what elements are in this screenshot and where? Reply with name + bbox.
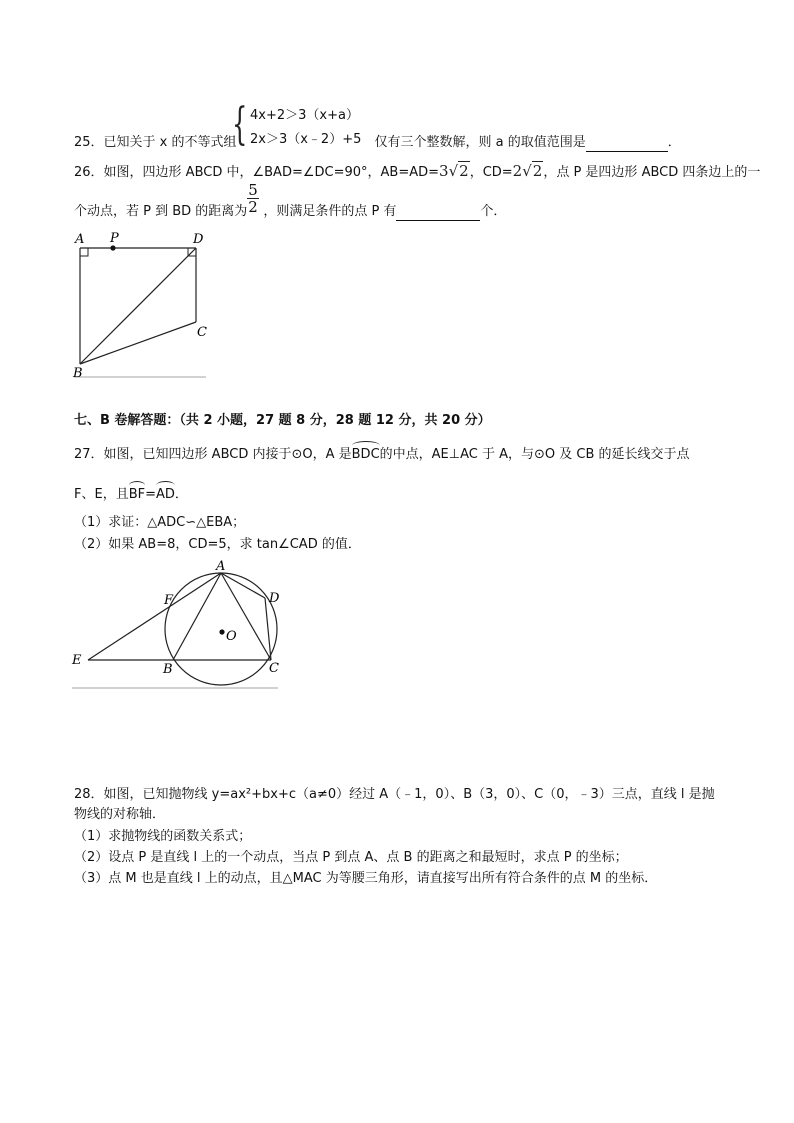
frac-denominator: 2 — [248, 198, 258, 216]
question-27-line1 — [74, 446, 690, 464]
question-27-line2 — [74, 486, 188, 504]
right-angle-a — [80, 248, 88, 256]
label-p: P — [110, 231, 119, 246]
q26-line2c: 个． — [480, 204, 507, 219]
label-b2: B — [163, 662, 173, 677]
q26-line2a: 个动点，若 P 到 BD 的距离为 — [74, 204, 248, 219]
side-bc — [80, 322, 196, 364]
q27-line2a: F、E，且 — [74, 487, 129, 502]
inequality-2: 2x＞3（x﹣2）+5 — [250, 132, 362, 147]
chord-ab — [173, 573, 221, 660]
q28-sub3: （3）点 M 也是直线 l 上的动点，且△MAC 为等腰三角形，请直接写出所有符合条件的点 M 的坐标． — [74, 871, 658, 886]
arc-equals: = — [145, 487, 157, 502]
line-ea — [88, 573, 221, 660]
q26-part2: ，CD= — [469, 165, 513, 180]
arc-bf: BF — [128, 487, 146, 502]
frac-numerator: 5 — [248, 181, 258, 199]
label-a2: A — [216, 560, 226, 574]
figure-circle-abcd — [66, 560, 286, 692]
question-26-line2 — [74, 203, 506, 221]
label-b: B — [73, 366, 83, 380]
q26-part1: 26．如图，四边形 ABCD 中，∠BAD=∠DC=90°，AB=AD= — [74, 165, 440, 180]
sqrt-cd: 2√2 — [512, 162, 543, 180]
question-25 — [74, 134, 681, 152]
label-o2: O — [226, 629, 237, 644]
cd-coef: 2 — [512, 162, 523, 180]
q28-sub1: （1）求抛物线的函数关系式； — [74, 829, 252, 844]
arc-bdc: BDC — [351, 447, 380, 462]
label-c2: C — [269, 661, 279, 676]
chord-ac — [221, 573, 271, 660]
diagonal-bd — [80, 248, 196, 364]
circle-o — [165, 573, 277, 685]
label-d2: D — [269, 591, 280, 606]
label-c: C — [197, 325, 207, 340]
cd-rad: 2 — [532, 162, 543, 180]
q28-line2: 物线的对称轴． — [74, 807, 166, 822]
answer-blank-25[interactable] — [586, 137, 668, 152]
q27-line2b: ． — [174, 487, 188, 502]
ab-rad: 2 — [459, 162, 469, 180]
q26-line2b: ，则满足条件的点 P 有 — [263, 204, 397, 219]
point-p — [110, 245, 115, 250]
label-e2: E — [72, 653, 82, 668]
q28-line1: 28．如图，已知抛物线 y=ax²+bx+c（a≠0）经过 A（﹣1，0）、B（3，0）、C（0，﹣3）三点，直线 l 是抛 — [74, 787, 715, 802]
arc-ad: AD — [156, 487, 175, 502]
left-brace: { — [232, 99, 248, 150]
section-7-title: 七、B 卷解答题：（共 2 小题，27 题 8 分，28 题 12 分，共 20 分） — [74, 413, 491, 428]
q27-part1: 27．如图，已知四边形 ABCD 内接于⊙O，A 是 — [74, 447, 352, 462]
q25-end: ． — [667, 135, 681, 150]
center-o — [219, 629, 224, 634]
q27-part2: 的中点，AE⊥AC 于 A，与⊙O 及 CB 的延长线交于点 — [379, 447, 690, 462]
q28-sub2: （2）设点 P 是直线 l 上的一个动点，当点 P 到点 A、点 B 的距离之和最短时，求点 P 的坐标； — [74, 850, 628, 865]
inequality-1: 4x+2＞3（x+a） — [250, 108, 359, 123]
answer-blank-26[interactable] — [396, 206, 480, 221]
q26-part3: ，点 P 是四边形 ABCD 四条边上的一 — [543, 165, 761, 180]
figure-quadrilateral-abcd — [70, 228, 220, 380]
label-a: A — [75, 232, 85, 247]
question-26-line1 — [74, 162, 760, 182]
q25-prefix: 25．已知关于 x 的不等式组 — [74, 135, 237, 150]
q25-suffix: 仅有三个整数解，则 a 的取值范围是 — [374, 135, 586, 150]
label-d: D — [193, 232, 204, 247]
label-f2: F — [164, 593, 174, 608]
sqrt-ab: 3√2 — [439, 162, 469, 180]
q27-sub1: （1）求证：△ADC∽△EBA； — [74, 515, 246, 530]
q27-sub2: （2）如果 AB=8，CD=5，求 tan∠CAD 的值． — [74, 537, 361, 552]
ab-coef: 3 — [439, 162, 449, 180]
